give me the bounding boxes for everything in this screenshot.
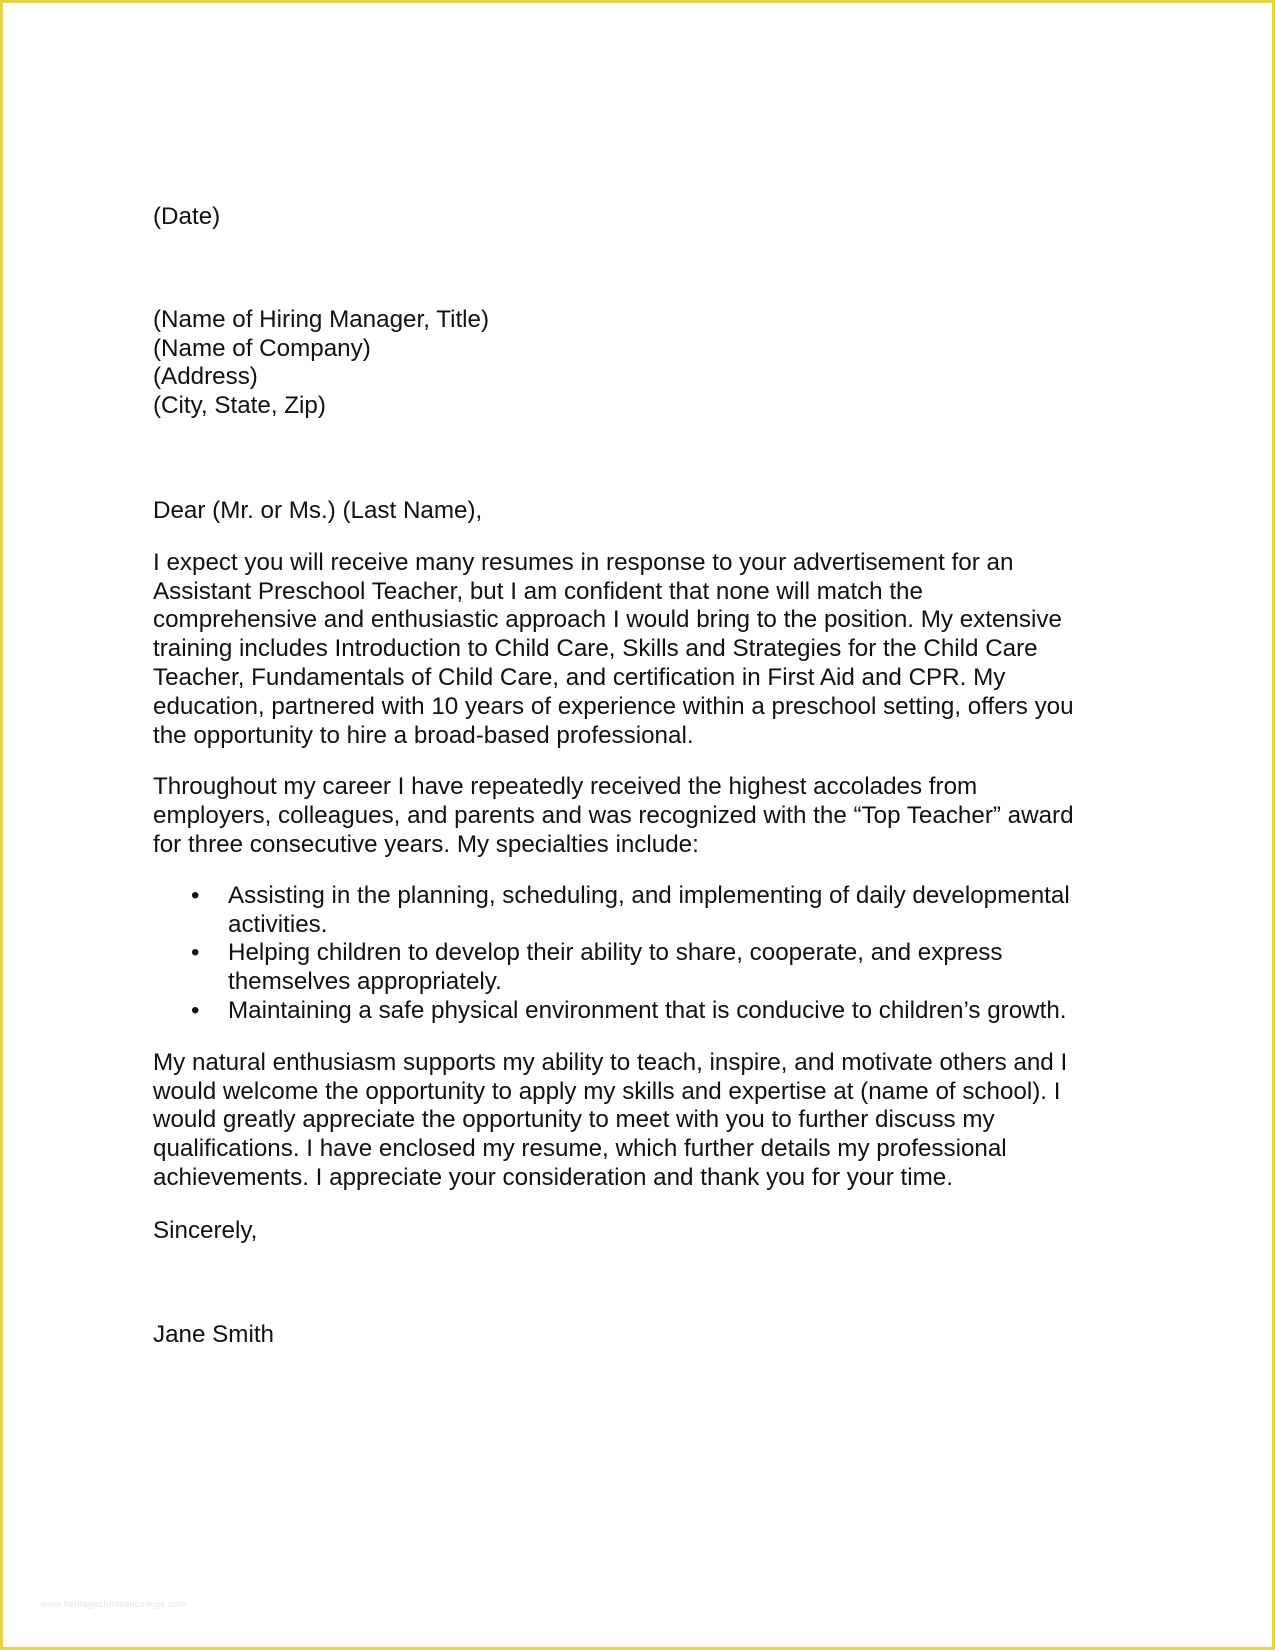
list-item-line: Maintaining a safe physical environment that is conducive to children’s growth. [228,996,1067,1024]
bullet-icon: • [191,881,200,909]
list-item-line: Assisting in the planning, scheduling, and implementing of daily developmental [228,881,1070,909]
list-item [153,882,1123,940]
recipient-city-line: (City, State, Zip) [153,392,326,420]
paragraph-line: My natural enthusiasm supports my ability to teach, inspire, and motivate others and I [153,1048,1068,1076]
paragraph-line: Teacher, Fundamentals of Child Care, and certification in First Aid and CPR. My [153,663,1006,691]
list-item-line: themselves appropriately. [228,968,502,996]
paragraph-career [153,773,1123,859]
recipient-company-line: (Name of Company) [153,334,371,362]
paragraph-line: would welcome the opportunity to apply my skills and expertise at (name of school). I [153,1077,1061,1105]
paragraph-line: comprehensive and enthusiastic approach I would bring to the position. My extensive [153,606,1062,634]
paragraph-line: would greatly appreciate the opportunity to meet with you to further discuss my [153,1106,995,1134]
complimentary-close: Sincerely, [153,1216,258,1244]
paragraph-line: Assistant Preschool Teacher, but I am confident that none will match the [153,577,923,605]
bullet-icon: • [191,939,200,967]
recipient-address-line: (Address) [153,363,258,391]
list-item [153,939,1123,997]
salutation: Dear (Mr. or Ms.) (Last Name), [153,496,483,524]
paragraph-line: the opportunity to hire a broad-based professional. [153,721,694,749]
paragraph-closing [153,1049,1123,1193]
paragraph-line: employers, colleagues, and parents and was recognized with the “Top Teacher” award [153,802,1074,830]
paragraph-line: qualifications. I have enclosed my resume, which further details my professional [153,1135,1007,1163]
letter-date: (Date) [153,203,221,230]
specialties-list [153,882,1123,1026]
paragraph-line: I expect you will receive many resumes in response to your advertisement for an [153,548,1014,576]
signature-name: Jane Smith [153,1320,274,1348]
paragraph-line: education, partnered with 10 years of experience within a preschool setting, offers you [153,692,1074,720]
bullet-icon: • [191,996,200,1024]
paragraph-intro [153,549,1123,751]
list-item-line: Helping children to develop their ability to share, cooperate, and express [228,939,1003,967]
paragraph-line: Throughout my career I have repeatedly received the highest accolades from [153,773,978,801]
list-item-line: activities. [228,910,328,938]
recipient-name-line: (Name of Hiring Manager, Title) [153,305,490,333]
paragraph-line: achievements. I appreciate your consideration and thank you for your time. [153,1163,953,1191]
watermark-text: www.heritagechristiancollege.com [41,1599,187,1609]
list-item [153,997,1123,1026]
paragraph-line: for three consecutive years. My specialties include: [153,830,699,858]
cover-letter [153,203,1123,1349]
paragraph-line: training includes Introduction to Child Care, Skills and Strategies for the Child Care [153,635,1038,663]
recipient-address [153,306,1123,421]
